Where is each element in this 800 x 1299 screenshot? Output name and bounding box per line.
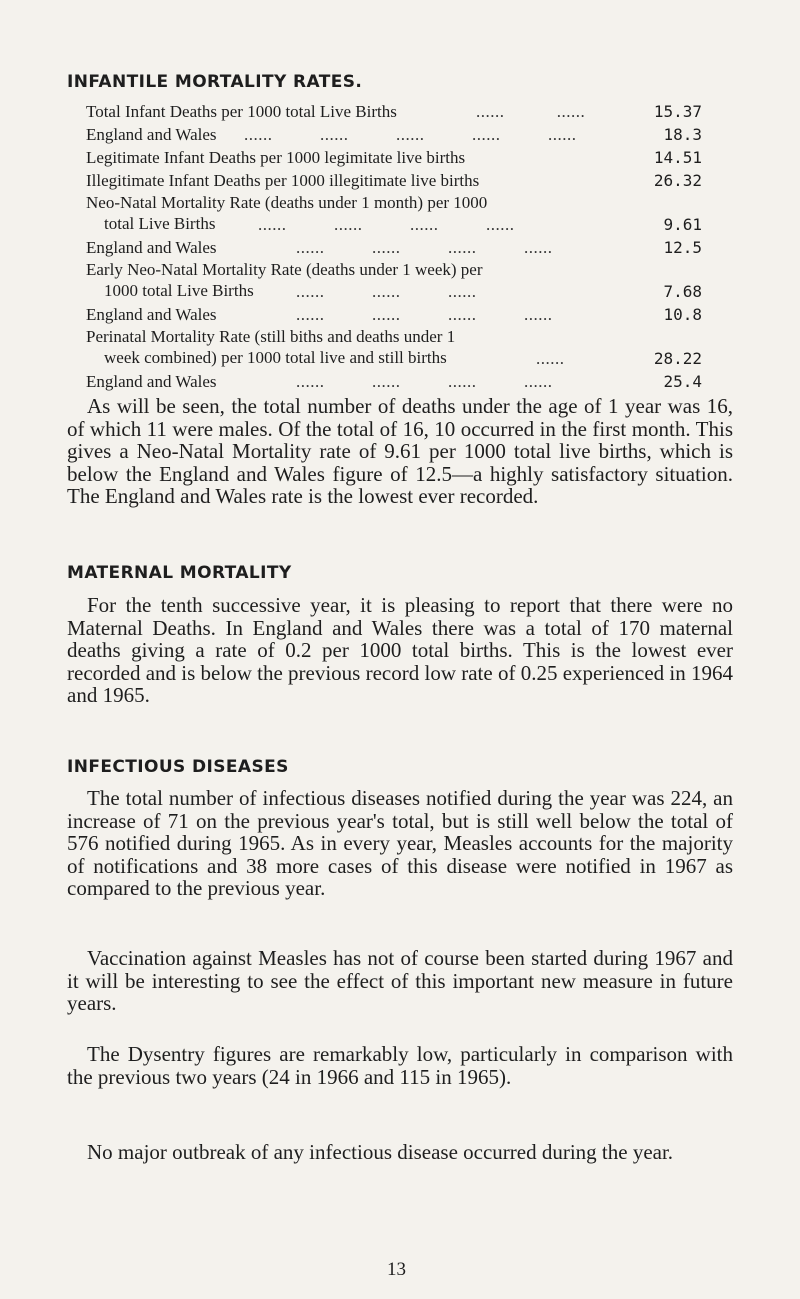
page-number: 13 [387, 1259, 406, 1280]
rate-value: 15.37 [653, 102, 702, 121]
rate-label: England and Wales [86, 372, 217, 391]
infectious-diseases-heading: INFECTIOUS DISEASES [67, 757, 289, 777]
rate-label: Illegitimate Infant Deaths per 1000 illegitimate live births [86, 171, 480, 190]
rate-value: 26.32 [653, 171, 702, 190]
leader-dots: ...... ...... ...... ...... [296, 372, 553, 391]
rate-value: 9.61 [663, 215, 702, 234]
infant-mortality-rates-table [86, 100, 726, 393]
rate-label [86, 326, 455, 368]
infectious-paragraph: Vaccination against Measles has not of course been started during 1967 and it will be interesting to see the effect of this important new measure in future years. [67, 946, 733, 1015]
leader-dots: ...... ...... ...... ...... [258, 215, 515, 234]
rate-value: 12.5 [663, 238, 702, 257]
infant-mortality-heading: INFANTILE MORTALITY RATES. [67, 72, 363, 92]
infectious-paragraph: The total number of infectious diseases notified during the year was 224, an increase of 71 on the previous year's total, but is still well below the total of 576 notified during 1965. As in every year, Measles accounts for the majority of notifications and 38 more cases of this disease were notified in 1967 as compared to the previous year. [67, 786, 733, 900]
rate-row [86, 123, 726, 146]
rate-row [86, 236, 726, 259]
rate-value: 14.51 [653, 148, 702, 167]
rate-row [86, 100, 726, 123]
rate-value: 10.8 [663, 305, 702, 324]
rate-label: Legitimate Infant Deaths per 1000 legimitate live births [86, 148, 466, 167]
leader-dots: ...... [536, 349, 565, 368]
leader-dots: ...... ...... ...... ...... [296, 305, 553, 324]
rate-value: 18.3 [663, 125, 702, 144]
rate-label: England and Wales [86, 125, 217, 144]
infant-mortality-paragraph: As will be seen, the total number of deaths under the age of 1 year was 16, of which 11 were males. Of the total of 16, 10 occurred in the first month. This gives a Neo-Natal Mortality rate of 9.61 per 1000 total live births, which is below the England and Wales figure of 12.5—a highly satisfactory situation. The England and Wales rate is the lowest ever recorded. [67, 394, 733, 508]
rate-label-line: 1000 total Live Births [104, 281, 254, 300]
infectious-paragraph: The Dysentry figures are remarkably low, particularly in comparison with the previous two years (24 in 1966 and 115 in 1965). [67, 1042, 733, 1089]
rate-label: England and Wales [86, 305, 217, 324]
rate-value: 28.22 [653, 349, 702, 368]
rate-row [86, 326, 726, 370]
leader-dots: ...... ...... [476, 102, 586, 121]
rate-row [86, 303, 726, 326]
rate-row [86, 146, 726, 169]
leader-dots: ...... ...... ...... ...... ...... [244, 125, 577, 144]
infectious-paragraph: No major outbreak of any infectious disease occurred during the year. [87, 1140, 674, 1164]
rate-label-line: Early Neo-Natal Mortality Rate (deaths under 1 week) per [86, 260, 483, 279]
rate-label-line: week combined) per 1000 total live and still births [104, 348, 447, 367]
leader-dots: ...... ...... ...... [296, 282, 477, 301]
rate-row [86, 370, 726, 393]
rate-label-line: total Live Births [104, 214, 216, 233]
rate-label: Total Infant Deaths per 1000 total Live Births [86, 102, 397, 121]
rate-row [86, 169, 726, 192]
rate-label-line: Perinatal Mortality Rate (still biths and deaths under 1 [86, 327, 456, 346]
rate-label: England and Wales [86, 238, 217, 257]
maternal-mortality-heading: MATERNAL MORTALITY [67, 563, 292, 583]
rate-value: 25.4 [663, 372, 702, 391]
rate-value: 7.68 [663, 282, 702, 301]
rate-row [86, 192, 726, 236]
maternal-mortality-paragraph: For the tenth successive year, it is pleasing to report that there were no Maternal Deaths. In England and Wales there was a total of 170 maternal deaths giving a rate of 0.2 per 1000 total births. This is the lowest ever recorded and is below the previous record low rate of 0.25 experienced in 1964 and 1965. [67, 593, 733, 707]
rate-row [86, 259, 726, 303]
rate-label-line: Neo-Natal Mortality Rate (deaths under 1 month) per 1000 [86, 193, 488, 212]
leader-dots: ...... ...... ...... ...... [296, 238, 553, 257]
